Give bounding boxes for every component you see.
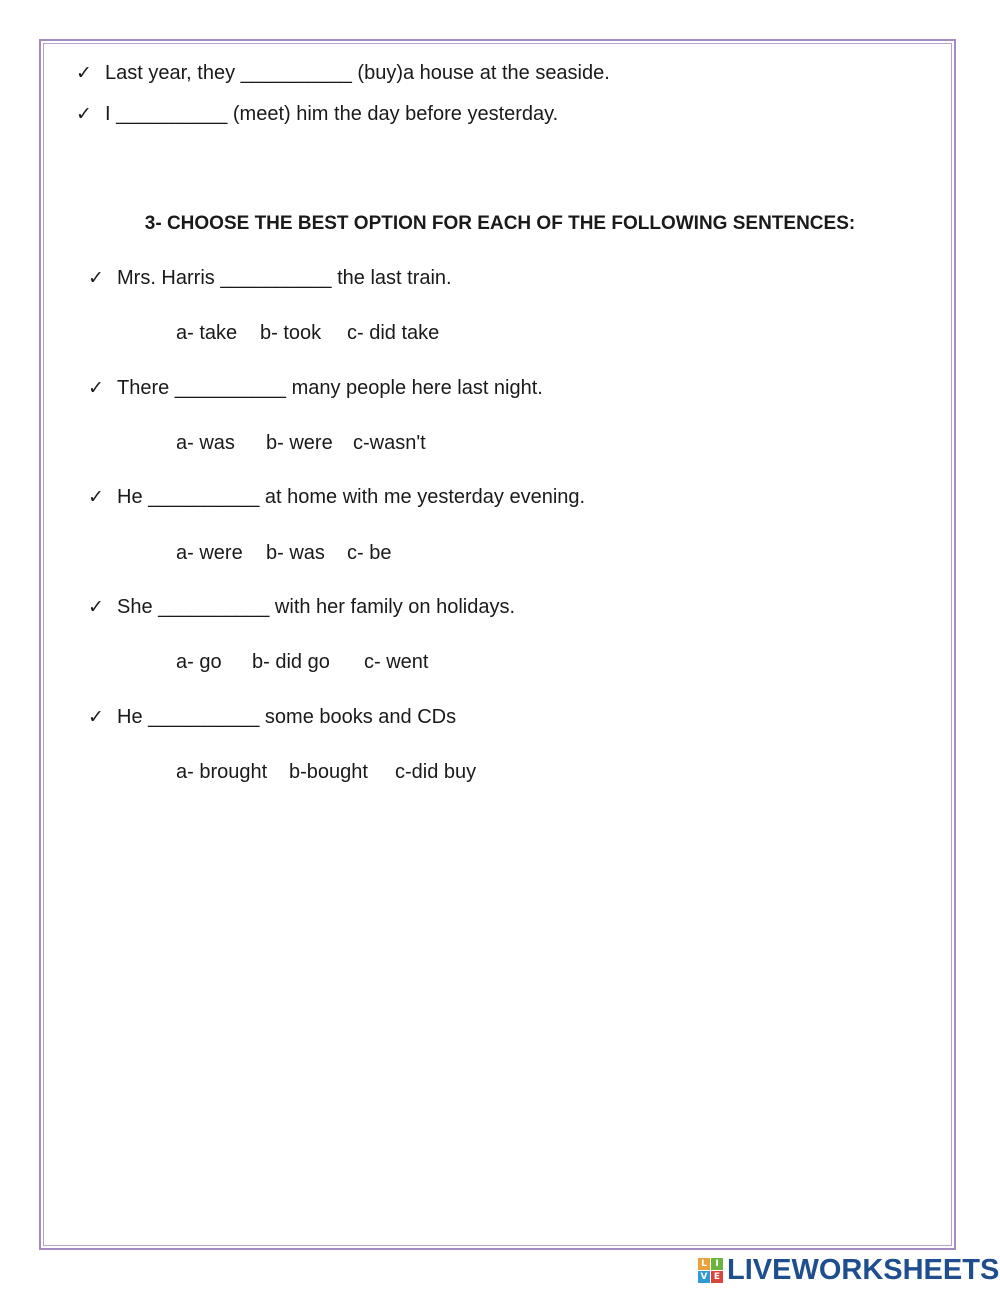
logo-block: E [711,1271,723,1283]
checkmark-icon: ✓ [88,267,104,289]
option-c[interactable]: c- did take [347,322,440,344]
question-text: He __________ some books and CDs [117,706,457,728]
exercise-item: Last year, they __________ (buy)a house at the seaside. [105,62,610,84]
option-a[interactable]: a- were [176,542,243,564]
section-heading: 3- CHOOSE THE BEST OPTION FOR EACH OF THE FOLLOWING SENTENCES: [144,213,856,234]
option-a[interactable]: a- was [176,432,235,454]
logo-block: I [711,1258,723,1270]
logo-text: LIVEWORKSHEETS [727,1253,1000,1286]
option-a[interactable]: a- take [176,322,238,344]
logo-block: L [698,1258,710,1270]
option-a[interactable]: a- brought [176,761,268,783]
question-text: Mrs. Harris __________ the last train. [117,267,452,289]
checkmark-icon: ✓ [88,596,104,618]
option-c[interactable]: c- be [347,542,392,564]
question-text: There __________ many people here last night. [117,377,543,399]
option-a[interactable]: a- go [176,651,222,673]
question-text: She __________ with her family on holidays. [117,596,516,618]
question-text: He __________ at home with me yesterday evening. [117,486,586,508]
exercise-item: I __________ (meet) him the day before yesterday. [105,103,559,125]
checkmark-icon: ✓ [88,486,104,508]
option-b[interactable]: b- were [266,432,333,454]
option-b[interactable]: b- was [266,542,325,564]
checkmark-icon: ✓ [88,377,104,399]
option-c[interactable]: c-did buy [395,761,477,783]
checkmark-icon: ✓ [88,706,104,728]
logo-blocks-icon [698,1258,723,1283]
option-b[interactable]: b- took [260,322,322,344]
checkmark-icon: ✓ [76,103,92,125]
option-c[interactable]: c- went [364,651,429,673]
option-c[interactable]: c-wasn't [353,432,426,454]
option-b[interactable]: b- did go [252,651,330,673]
checkmark-icon: ✓ [76,62,92,84]
logo-block: V [698,1271,710,1283]
option-b[interactable]: b-bought [289,761,368,783]
liveworksheets-logo [698,1255,999,1285]
